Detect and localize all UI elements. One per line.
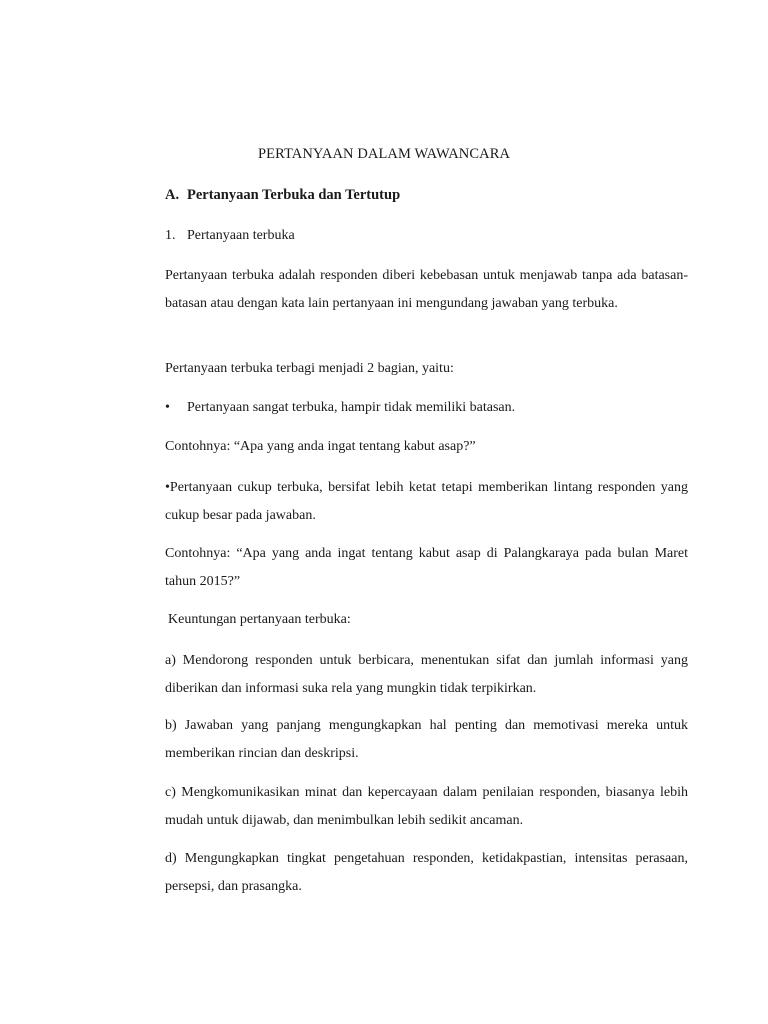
section-marker: A. bbox=[165, 187, 180, 203]
page-title: PERTANYAAN DALAM WAWANCARA bbox=[257, 146, 511, 162]
advantage-item-d: d) Mengungkapkan tingkat pengetahuan responden, ketidakpastian, intensitas perasaan, persepsi, dan prasangka. bbox=[165, 851, 688, 894]
bullet-item-1 bbox=[165, 394, 688, 422]
subsection-heading-text: Pertanyaan terbuka bbox=[187, 228, 295, 243]
subsection-marker: 1. bbox=[165, 228, 176, 243]
advantage-item-c: c) Mengkomunikasikan minat dan kepercayaan dalam penilaian responden, biasanya lebih mudah untuk dijawab, dan menimbulkan lebih sedikit ancaman. bbox=[165, 785, 688, 828]
subsection-heading bbox=[165, 222, 688, 250]
paragraph-division: Pertanyaan terbuka terbagi menjadi 2 bagian, yaitu: bbox=[165, 361, 454, 376]
advantage-item-a: a) Mendorong responden untuk berbicara, menentukan sifat dan jumlah informasi yang diberikan dan informasi suka rela yang mungkin tidak terpikirkan. bbox=[165, 653, 688, 696]
advantage-item-b: b) Jawaban yang panjang mengungkapkan hal penting dan memotivasi mereka untuk memberikan rincian dan deskripsi. bbox=[165, 718, 688, 761]
paragraph-definition: Pertanyaan terbuka adalah responden diberi kebebasan untuk menjawab tanpa ada batasan-batasan atau dengan kata lain pertanyaan ini mengundang jawaban yang terbuka. bbox=[165, 268, 688, 311]
advantages-heading: Keuntungan pertanyaan terbuka: bbox=[168, 612, 351, 627]
example-1: Contohnya: “Apa yang anda ingat tentang kabut asap?” bbox=[165, 439, 476, 454]
section-heading bbox=[165, 187, 400, 204]
bullet-item-2 bbox=[165, 474, 688, 530]
section-heading-text: Pertanyaan Terbuka dan Tertutup bbox=[187, 187, 401, 203]
bullet-item-2-text: Pertanyaan cukup terbuka, bersifat lebih ketat tetapi memberikan lintang responden yang cukup besar pada jawaban. bbox=[165, 480, 688, 523]
example-2: Contohnya: “Apa yang anda ingat tentang kabut asap di Palangkaraya pada bulan Maret tahun 2015?” bbox=[165, 546, 688, 589]
bullet-icon: • bbox=[165, 400, 170, 415]
bullet-item-1-text: Pertanyaan sangat terbuka, hampir tidak memiliki batasan. bbox=[187, 400, 516, 415]
bullet-icon: • bbox=[165, 480, 170, 495]
